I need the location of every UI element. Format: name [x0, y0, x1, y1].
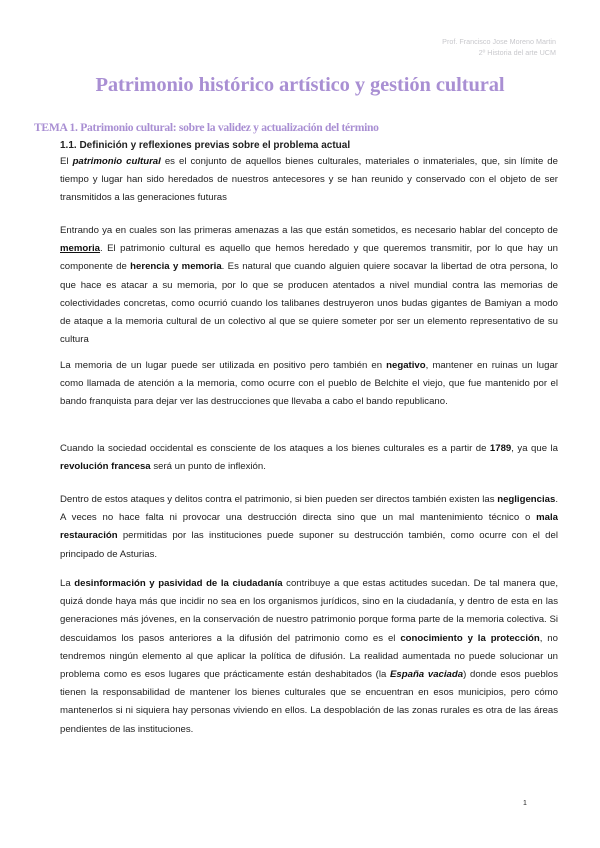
paragraph-citizenship: La desinformación y pasividad de la ciudadanía contribuye a que estas actitudes sucedan. De tal manera que, quizá donde haya más que incidir no sea en los organismos jurídicos, sino en la ciudadanía, y dentro de esta en las generaciones más jóvenes, en la conservación de nuestro patrimonio porque forma parte de la memoria colectiva. Si descuidamos los pasos anteriores a la difusión del patrimonio como es el conocimiento y la protección, no tendremos ningún elemento al que aplicar la política de difusión. La realidad aumentada no puede solucionar un problema como es esos lugares que prácticamente están deshabitados (la España vaciada) donde esos pueblos tienen la responsabilidad de mantener los bienes culturales que se encuentran en esos municipios, pero cómo mantenerlos si ni siquiera hay personas viviendo en ellos. La despoblación de las zonas rurales es otra de las áreas pendientes de las instituciones. — [60, 578, 558, 735]
paragraph-negligence: Dentro de estos ataques y delitos contra el patrimonio, si bien pueden ser directos también existen las negligencias. A veces no hace falta ni provocar una destrucción directa sino que un mal mantenimiento técnico o mala restauración permitidas por las instituciones puede suponer su destrucción también, como ocurre con el del principado de Asturias. — [60, 494, 558, 560]
header-course: 2º Historia del arte UCM — [478, 48, 556, 57]
page-number: 1 — [523, 800, 527, 807]
document-title: Patrimonio histórico artístico y gestión cultural — [95, 74, 505, 96]
paragraph-memory: Entrando ya en cuales son las primeras amenazas a las que están sometidos, es necesario hablar del concepto de memoria. El patrimonio cultural es aquello que hemos heredado y que queremos transmitir, por lo que hay un componente de herencia y memoria. Es natural que cuando alguien quiere socavar la libertad de otra persona, lo que hace es atacar a su memoria, por lo que se producen atentados a nivel mundial contra las memorias de colectividades concretas, como ocurrió cuando los talibanes destruyeron unos budas gigantes de Bamiyan a modo de ataque a la memoria cultural de un colectivo al que se quiere someter por ser un elemento representativo de su cultura — [60, 225, 558, 346]
section-heading: 1.1. Definición y reflexiones previas sobre el problema actual — [60, 140, 351, 151]
topic-heading: TEMA 1. Patrimonio cultural: sobre la validez y actualización del término — [34, 121, 379, 134]
header-author: Prof. Francisco Jose Moreno Martin — [442, 37, 556, 46]
paragraph-definition: El patrimonio cultural es el conjunto de aquellos bienes culturales, materiales o inmateriales, que, sin límite de tiempo y lugar han sido heredados de nuestros antecesores y se han reunido y conservado con el objeto de ser transmitidos a las generaciones futuras — [60, 156, 558, 204]
paragraph-negative-memory: La memoria de un lugar puede ser utilizada en positivo pero también en negativo, mantener en ruinas un lugar como llamada de atención a la memoria, como ocurre con el pueblo de Belchite el viejo, que fue mantenido por el bando franquista para dejar ver las destrucciones que llevaba a cabo el bando republicano. — [60, 360, 559, 408]
page-header — [296, 36, 556, 58]
paragraph-1789: Cuando la sociedad occidental es consciente de los ataques a los bienes culturales es a partir de 1789, ya que la revolución francesa será un punto de inflexión. — [60, 443, 558, 473]
